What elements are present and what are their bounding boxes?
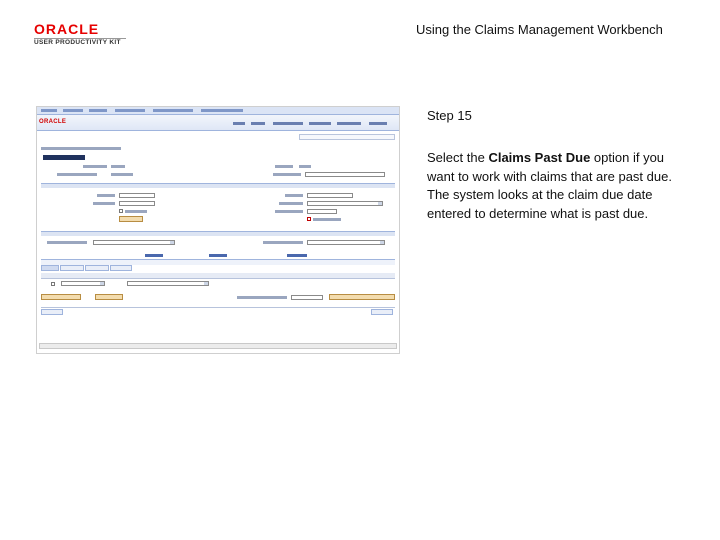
tab-resolution[interactable] xyxy=(85,265,109,271)
tab-settlement[interactable] xyxy=(60,265,84,271)
component-title xyxy=(41,147,121,150)
select-claims-button[interactable] xyxy=(119,216,143,222)
claims-search-criteria-header[interactable] xyxy=(41,183,395,188)
save-workbench-button[interactable] xyxy=(41,294,81,300)
vendor-field[interactable] xyxy=(119,201,155,206)
document-title: Using the Claims Management Workbench xyxy=(416,22,663,37)
row-exception-select[interactable] xyxy=(127,281,209,286)
logo-tagline: USER PRODUCTIVITY KIT xyxy=(34,39,121,46)
notify-button[interactable] xyxy=(41,309,63,315)
app-header xyxy=(37,115,399,131)
breadcrumb-bar xyxy=(37,107,399,115)
claims-grid-tabs xyxy=(41,265,395,272)
claim-id-field[interactable] xyxy=(119,193,155,198)
instruction-suffix: option if you want to work with claims that are past due. The system looks at the claim due date entered to determine what is past due. xyxy=(427,150,672,221)
rebate-id-field[interactable] xyxy=(307,193,353,198)
grid-column-headers xyxy=(41,273,395,279)
select-all-link[interactable] xyxy=(145,254,163,257)
submit-for-processing-button[interactable] xyxy=(329,294,395,300)
logo-divider xyxy=(34,38,126,39)
apply-to-selected-rows-header xyxy=(41,231,395,236)
page-links xyxy=(299,134,395,140)
accept-action-select[interactable] xyxy=(307,240,385,245)
step-instruction xyxy=(427,149,687,223)
add-button[interactable] xyxy=(371,309,393,315)
instruction-prefix: Select the xyxy=(427,150,489,165)
tab-ipi-details[interactable] xyxy=(110,265,132,271)
claims-past-due-checkbox[interactable] xyxy=(307,217,311,221)
refresh-button[interactable] xyxy=(95,294,123,300)
app-logo: ORACLE xyxy=(39,119,67,125)
step-title: Step 15 xyxy=(427,108,472,123)
clear-all-link[interactable] xyxy=(209,254,227,257)
claim-due-date-field[interactable] xyxy=(307,209,337,214)
horizontal-scrollbar[interactable] xyxy=(39,343,397,349)
row-select-checkbox[interactable] xyxy=(51,282,55,286)
description-field[interactable] xyxy=(305,172,385,177)
logo-wordmark: ORACLE xyxy=(34,21,100,37)
process-results-link[interactable] xyxy=(287,254,307,257)
accounting-date-field[interactable] xyxy=(291,295,323,300)
exception-status-checkbox[interactable] xyxy=(119,209,123,213)
tab-details[interactable] xyxy=(41,265,59,271)
application-screenshot xyxy=(36,106,400,354)
claims-past-due-option-label: Claims Past Due xyxy=(488,150,591,165)
exception-action-select[interactable] xyxy=(93,240,175,245)
page-heading xyxy=(43,155,85,160)
claim-status-select[interactable] xyxy=(307,201,383,206)
oracle-upk-logo xyxy=(34,22,126,50)
row-claim-select[interactable] xyxy=(61,281,105,286)
